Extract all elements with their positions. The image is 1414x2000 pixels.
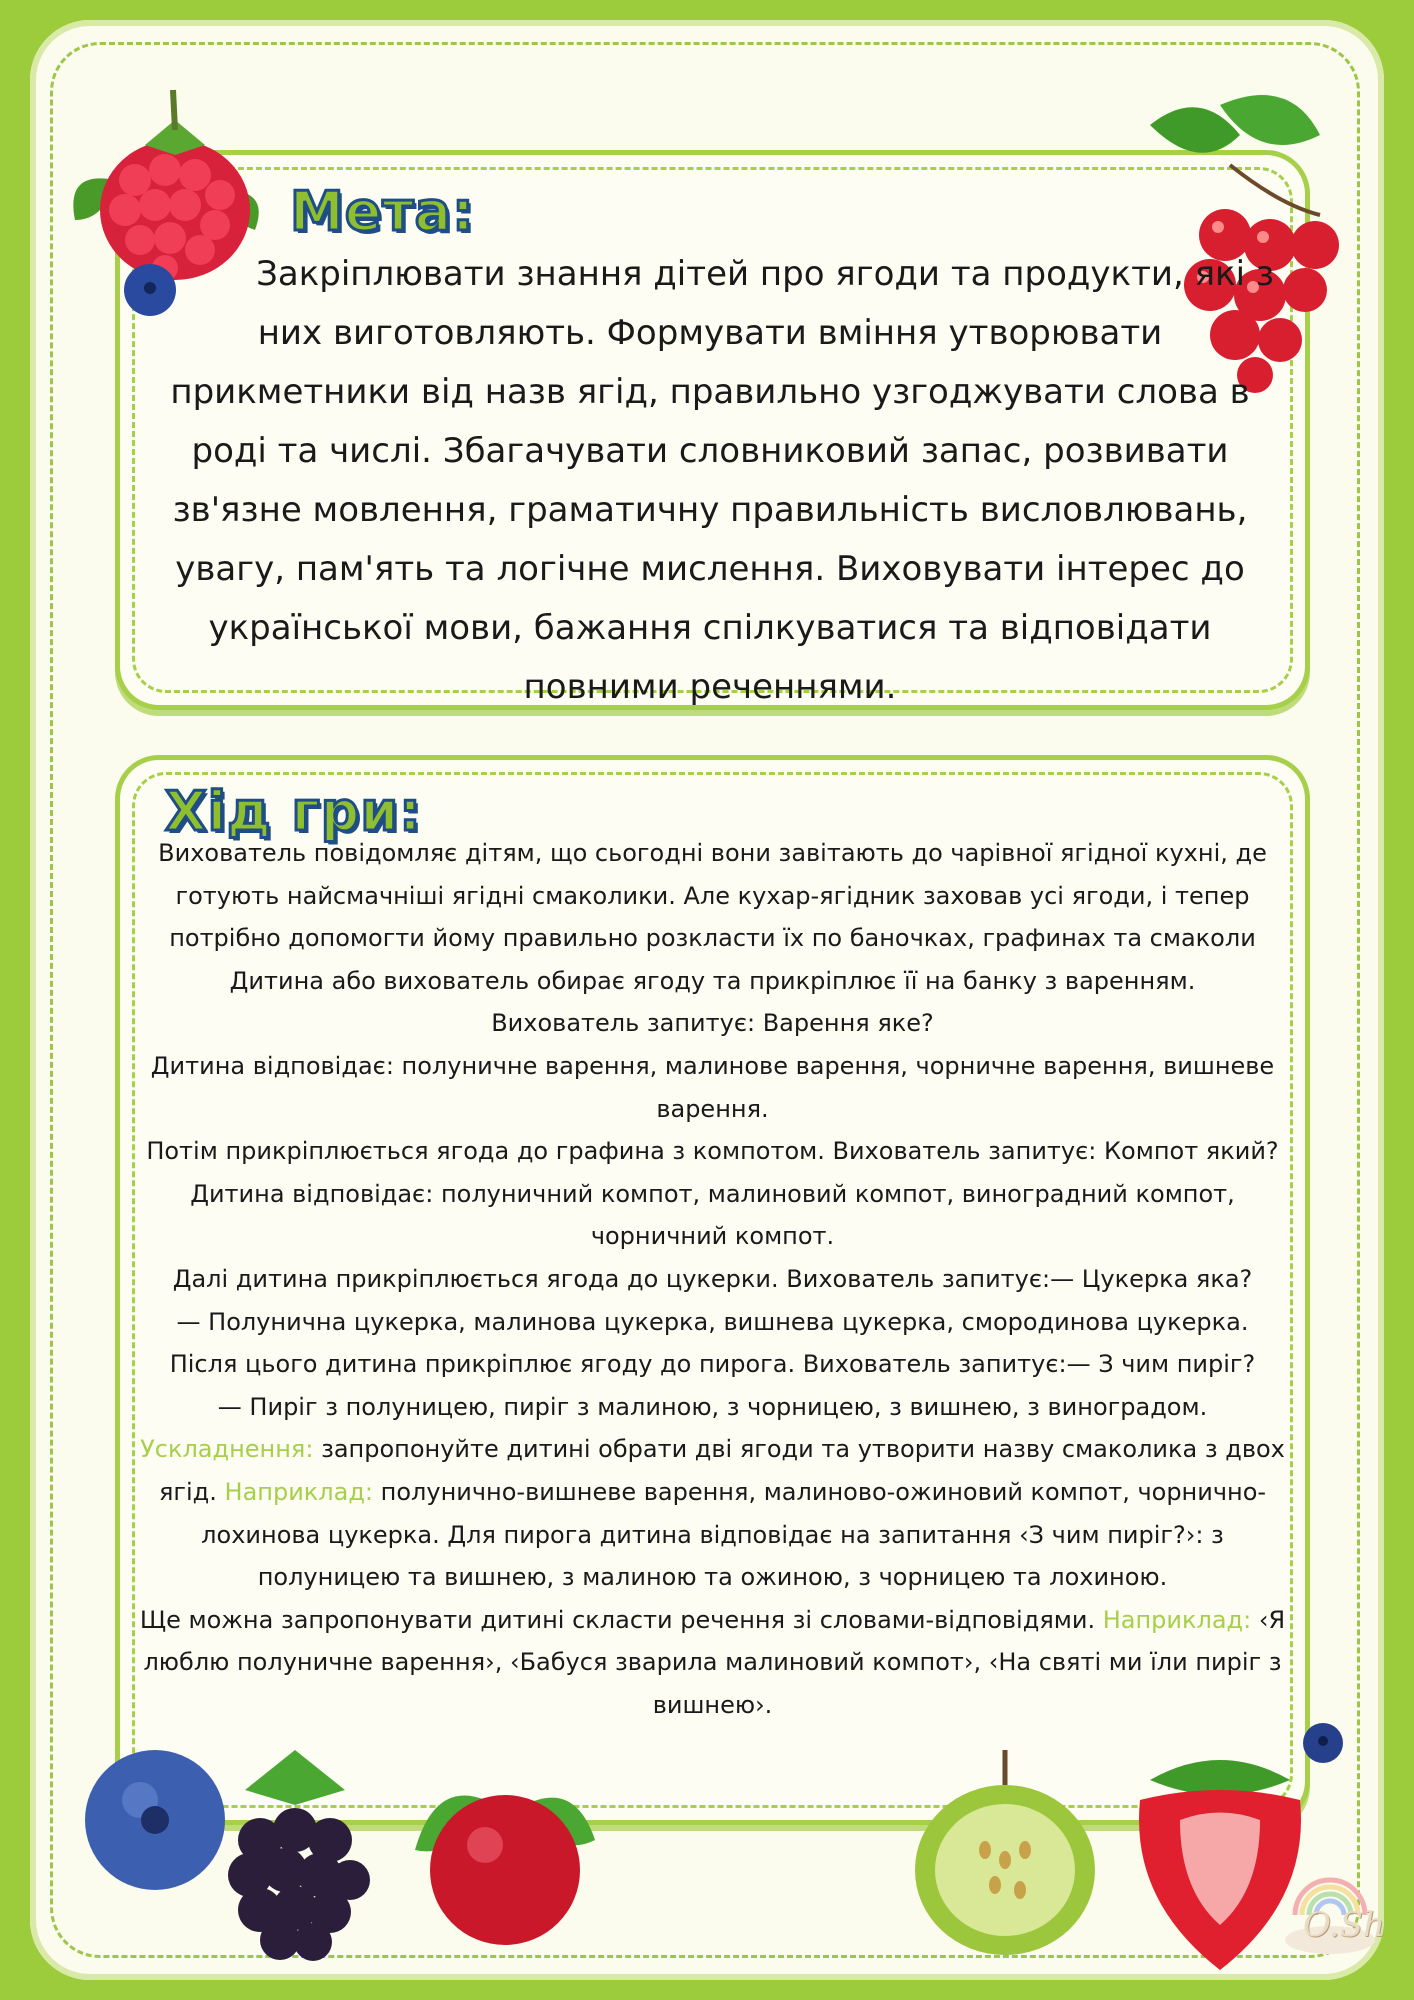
game-intro: Вихователь повідомляє дітям, що сьогодні вони завітають до чарівної ягідної кухні, де готують найсмачніші ягідні смаколики. Але кухар-ягідник заховав усі ягоди, і тепер потрібно допомогти йому правильно розкласти їх по баночках, графинах та смаколи — [158, 839, 1267, 953]
complication-paragraph — [135, 1428, 1290, 1598]
complication-text: запропонуйте дитині обрати дві ягоди та утворити назву смаколика з двох ягід. — [158, 1435, 1285, 1506]
jam-answer: Дитина відповідає: полуничне варення, малинове варення, чорничне варення, вишневе варення. — [150, 1051, 1275, 1123]
jam-action: Дитина або вихователь обирає ягоду та прикріплює її на банку з варенням. — [229, 966, 1196, 995]
goal-heading: Мета: — [290, 180, 475, 243]
cranberry-icon — [405, 1760, 605, 1950]
example-label: Наприклад: — [1102, 1605, 1252, 1634]
example-label: Наприклад: — [224, 1477, 374, 1506]
watermark: O.Sh — [1303, 1905, 1385, 1945]
example-text: полунично-вишневе варення, малиново-ожиновий компот, чорнично-лохинова цукерка. Для пирога дитина відповідає на запитання ‹З чим пиріг?›: з полуницею та вишнею, з малиною та ожиною, з чорницею та лохиною. — [201, 1477, 1267, 1592]
candy-answer: — Полунична цукерка, малинова цукерка, вишнева цукерка, смородинова цукерка. — [176, 1307, 1249, 1336]
gooseberry-icon — [905, 1740, 1105, 1960]
compote-answer: Дитина відповідає: полуничний компот, малиновий компот, виноградний компот, чорничний компот. — [190, 1179, 1235, 1251]
blackberry-icon — [205, 1730, 385, 1970]
sentences-paragraph — [135, 1599, 1290, 1727]
example-text: ‹Я люблю полуничне варення›, ‹Бабуся зварила малиновий компот›, ‹На святі ми їли пиріг з вишнею›. — [143, 1605, 1286, 1719]
pie-question: Після цього дитина прикріплює ягоду до пирога. Вихователь запитує:— З чим пиріг? — [169, 1350, 1256, 1379]
blueberry-icon — [1300, 1720, 1346, 1766]
game-description — [135, 832, 1290, 1726]
complication-label: Ускладнення: — [140, 1435, 314, 1464]
game-heading: Хід гри: — [165, 780, 422, 843]
compote-question: Потім прикріплюється ягода до графина з компотом. Вихователь запитує: Компот який? — [146, 1137, 1279, 1166]
goal-paragraph: Закріплювати знання дітей про ягоди та продукти, які з них виготовляють. Формувати вміння утворювати прикметники від назв ягід, правильно узгоджувати слова в роді та числі. Збагачувати словниковий запас, розвивати зв'язне мовлення, граматичну правильність висловлювань, увагу, пам'ять та логічне мислення. Виховувати інтерес до української мови, бажання спілкуватися та відповідати повними реченнями. — [170, 254, 1274, 707]
pie-answer: — Пиріг з полуницею, пиріг з малиною, з чорницею, з вишнею, з виноградом. — [217, 1392, 1208, 1421]
jam-question: Вихователь запитує: Варення яке? — [491, 1009, 934, 1038]
candy-question: Далі дитина прикріплюється ягода до цукерки. Вихователь запитує:— Цукерка яка? — [172, 1264, 1253, 1293]
sentences-text: Ще можна запропонувати дитині скласти речення зі словами-відповідями. — [139, 1605, 1103, 1634]
